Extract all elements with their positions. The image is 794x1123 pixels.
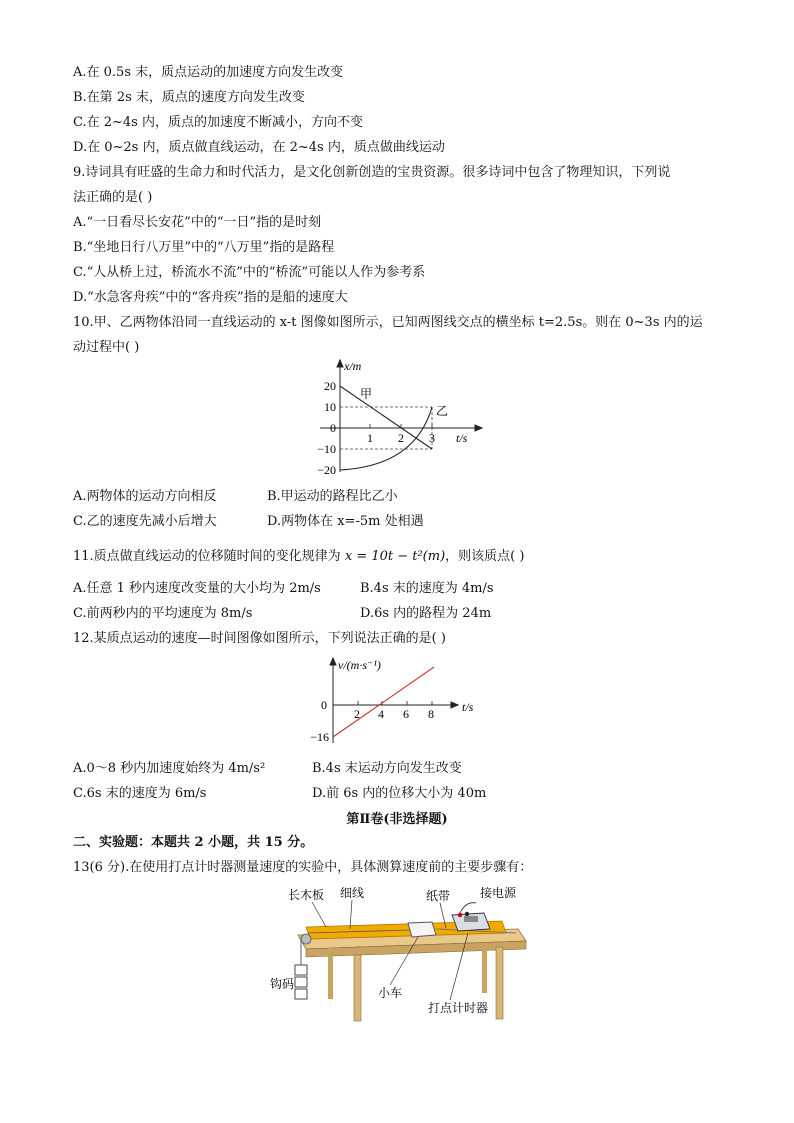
power-wire [460,903,476,913]
q11-option-c: C.前两秒内的平均速度为 8m/s [73,606,253,621]
label-cart: 小车 [378,986,403,1000]
q12-option-c: C.6s 末的速度为 6m/s [73,786,207,801]
label-power: 接电源 [480,886,517,900]
apparatus-illustration [270,883,532,1025]
volume-title: 第Ⅱ卷(非选择题) [346,812,448,827]
q11-stem-post: ，则该质点( ) [445,549,525,564]
section-heading: 二、实验题：本题共 2 小题，共 15 分。 [73,835,314,850]
q10-ylabel: x/m [344,359,362,373]
cart [408,922,436,937]
label-board: 长木板 [288,888,325,902]
q11-option-d: D.6s 内的路程为 24m [360,606,492,621]
q8-option-d: D.在 0~2s 内，质点做直线运动，在 2~4s 内，质点做曲线运动 [73,140,445,155]
table-leg-front-left [354,955,361,1021]
q12-xtick-8: 8 [428,707,434,721]
q10-xtick-1: 1 [367,431,373,445]
q9-option-a: A.“一日看尽长安花”中的“一日”指的是时刻 [73,215,322,230]
label-weights: 钩码 [270,977,295,991]
q12-xlabel: t/s [462,700,474,714]
q10-line-jia [340,386,432,449]
weight-3 [295,989,307,999]
q10-ytick-neg10: −10 [317,442,336,456]
q11-stem-pre: 11.质点做直线运动的位移随时间的变化规律为 [73,549,341,564]
q10-xt-graph [300,358,490,480]
q9-stem-line2: 法正确的是( ) [73,190,153,205]
label-tape: 纸带 [426,889,451,903]
terminal-black [465,912,469,916]
q9-option-d: D.“水急客舟疾”中的“客舟疾”指的是船的速度大 [73,290,348,305]
q10-curve-yi [340,407,432,470]
q11-stem [73,548,524,566]
q12-ytick-0: 0 [321,698,327,712]
q10-option-c: C.乙的速度先减小后增大 [73,514,217,529]
q13-stem: 13(6 分).在使用打点计时器测量速度的实验中，具体测算速度前的主要步骤有： [73,860,533,875]
q10-xtick-2: 2 [398,431,404,445]
table-leg-back-right [482,943,487,993]
q10-label-yi: 乙 [436,404,449,418]
q10-xlabel: t/s [456,431,468,445]
q8-option-c: C.在 2~4s 内，质点的加速度不断减小，方向不变 [73,115,363,130]
q12-vt-line [333,667,434,737]
q12-ylabel: v/(m·s⁻¹) [338,658,381,672]
q12-option-b: B.4s 末运动方向发生改变 [312,761,462,776]
q11-option-b: B.4s 末的速度为 4m/s [360,581,494,596]
q12-xtick-4: 4 [378,707,384,721]
label-timer: 打点计时器 [428,1001,489,1015]
q12-x-arrow [451,702,458,708]
q11-option-a: A.任意 1 秒内速度改变量的大小均为 2m/s [73,581,321,596]
pulley [301,934,311,944]
q8-option-b: B.在第 2s 末，质点的速度方向发生改变 [73,90,305,105]
q12-vt-graph [300,655,490,747]
weight-2 [295,977,307,987]
q9-stem-line1: 9.诗词具有旺盛的生命力和时代活力，是文化创新创造的宝贵资源。很多诗词中包含了物理知识，下列说 [73,165,671,180]
q12-stem: 12.某质点运动的速度—时间图像如图所示，下列说法正确的是( ) [73,631,446,646]
q9-option-c: C.“人从桥上过，桥流水不流”中的“桥流”可能以人作为参考系 [73,265,426,280]
q10-ytick-neg20: −20 [317,463,336,477]
q12-option-a: A.0～8 秒内加速度始终为 4m/s² [73,761,266,776]
terminal-red [458,913,462,917]
weight-1 [295,965,307,975]
q12-option-d: D.前 6s 内的位移大小为 40m [312,786,487,801]
timer-coil [464,916,478,922]
q10-stem-line2: 动过程中( ) [73,340,140,355]
q10-option-d: D.两物体在 x=-5m 处相遇 [267,514,424,529]
q10-xtick-3: 3 [429,431,435,445]
q12-y-arrow [330,658,336,665]
q10-option-b: B.甲运动的路程比乙小 [267,489,398,504]
table-leg-front-right [496,947,503,1019]
table-leg-back-left [328,947,333,999]
q10-x-arrow [475,425,482,431]
q10-ytick-20: 20 [324,379,336,393]
q10-y-arrow [337,360,343,367]
q10-option-a: A.两物体的运动方向相反 [73,489,217,504]
q11-formula: x = 10t − t²(m) [344,549,446,564]
q10-ytick-0: 0 [330,421,336,435]
q8-option-a: A.在 0.5s 末，质点运动的加速度方向发生改变 [73,65,344,80]
label-string: 细线 [340,886,365,900]
q9-option-b: B.“坐地日行八万里”中的“八万里”指的是路程 [73,240,335,255]
q12-xtick-2: 2 [354,707,360,721]
q10-stem-line1: 10.甲、乙两物体沿同一直线运动的 x-t 图像如图所示，已知两图线交点的横坐标 t=2.5s。则在 0~3s 内的运 [73,315,703,330]
q12-xtick-6: 6 [403,707,409,721]
q12-ytick-neg16: −16 [310,730,329,744]
q10-ytick-10: 10 [324,400,336,414]
q10-label-jia: 甲 [360,387,373,401]
